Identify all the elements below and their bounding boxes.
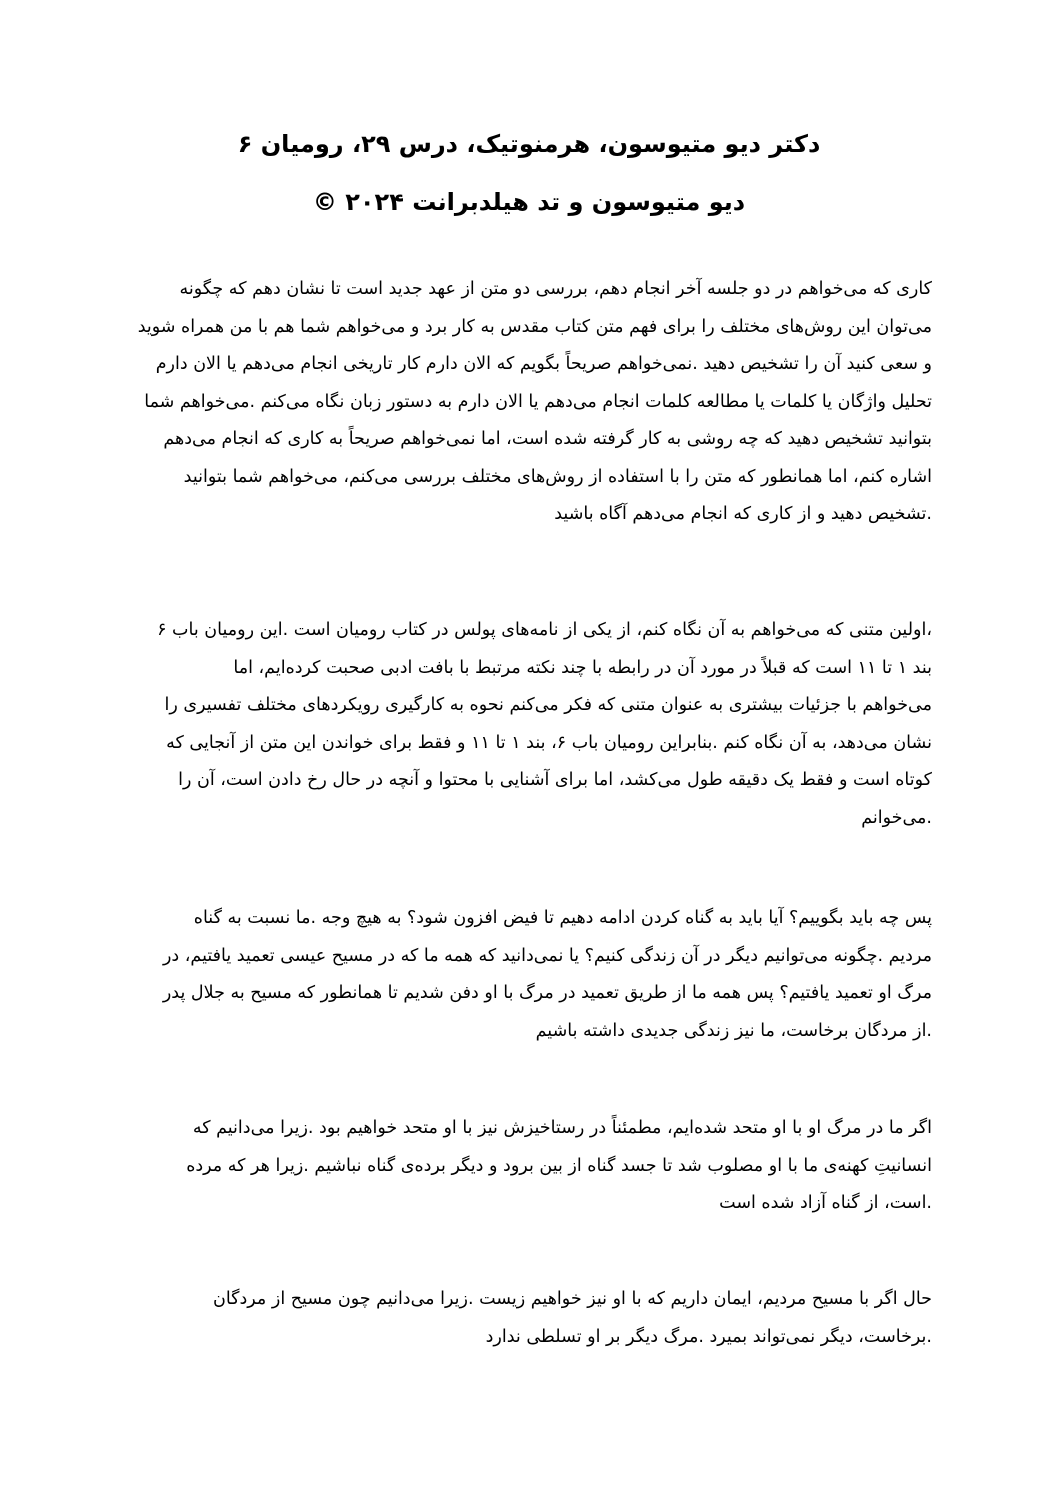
- copyright-line: دیو متیوسون و تد هیلدبرانت ۲۰۲۴ ©: [312, 188, 746, 216]
- text-line: .است، از گناه آزاد شده است: [719, 1193, 932, 1213]
- text-line: .می‌خوانم: [861, 807, 932, 828]
- text-line: حال اگر با مسیح مردیم، ایمان داریم که با او نیز خواهیم زیست .زیرا می‌دانیم چون مسیح از مردگان: [212, 1289, 932, 1309]
- text-line: پس چه باید بگوییم؟ آیا باید به گناه کردن ادامه دهیم تا فیض افزون شود؟ به هیچ وجه .ما نسبت به گناه: [193, 908, 932, 928]
- paragraph-scripture-1: [126, 900, 932, 1050]
- text-line: اگر ما در مرگ او با او متحد شده‌ایم، مطمئناً در رستاخیزش نیز با او متحد خواهیم بود .زیرا می‌دانیم که: [192, 1118, 932, 1138]
- text-line: نشان می‌دهد، به آن نگاه کنم .بنابراین رومیان باب ۶، بند ۱ تا ۱۱ و فقط برای خواندن این متن از آنجایی که: [166, 732, 932, 753]
- paragraph-scripture-3: [126, 1281, 932, 1356]
- text-line: انسانیتِ کهنه‌ی ما با او مصلوب شد تا جسد گناه از بین برود و دیگر برده‌ی گناه نباشیم .زیرا هر که مرده: [186, 1155, 932, 1176]
- text-line: .برخاست، دیگر نمی‌تواند بمیرد .مرگ دیگر بر او تسلطی ندارد: [485, 1326, 932, 1347]
- text-line: مردیم .چگونه می‌توانیم دیگر در آن زندگی کنیم؟ یا نمی‌دانید که همه ما که در مسیح عیسی تعمید یافتیم، در: [162, 945, 932, 966]
- text-line: مرگ او تعمید یافتیم؟ پس همه ما از طریق تعمید در مرگ با او دفن شدیم تا همانطور که مسیح به جلال پدر: [162, 983, 932, 1003]
- paragraph-intro: [126, 271, 932, 534]
- text-line: ،اولین متنی که می‌خواهم به آن نگاه کنم، از یکی از نامه‌های پولس در کتاب رومیان است .این رومیان باب ۶: [157, 620, 932, 640]
- text-line: تحلیل واژگان یا کلمات یا مطالعه کلمات انجام می‌دهم یا الان دارم به دستور زبان نگاه می‌کنم .می‌خواهم شما: [144, 391, 932, 412]
- text-line: می‌توان این روش‌های مختلف را برای فهم متن کتاب مقدس به کار برد و می‌خواهم شما هم با من همراه شوید: [137, 316, 932, 337]
- text-line: کاری که می‌خواهم در دو جلسه آخر انجام دهم، بررسی دو متن از عهد جدید است تا نشان دهم که چگونه: [179, 279, 932, 299]
- text-line: و سعی کنید آن را تشخیص دهید .نمی‌خواهم صریحاً بگویم که الان دارم کار تاریخی انجام می‌دهم یا الان دارم: [155, 354, 932, 374]
- text-line: بتوانید تشخیص دهید که چه روشی به کار گرفته شده است، اما نمی‌خواهم صریحاً به کاری که انجام می‌دهم: [163, 429, 932, 449]
- text-line: بند ۱ تا ۱۱ است که قبلاً در مورد آن در رابطه با چند نکته مرتبط با بافت ادبی صحبت کرده‌ایم، اما: [233, 657, 932, 678]
- text-line: اشاره کنم، اما همانطور که متن را با استفاده از روش‌های مختلف بررسی می‌کنم، می‌خواهم شما بتوانید: [183, 466, 932, 487]
- text-line: می‌خواهم با جزئیات بیشتری به عنوان متنی که فکر می‌کنم نحوه به کارگیری رویکردهای مختلف تفسیری را: [164, 695, 932, 715]
- paragraph-scripture-2: [126, 1110, 932, 1223]
- text-line: .تشخیص دهید و از کاری که انجام می‌دهم آگاه باشید: [554, 504, 932, 524]
- text-line: .از مردگان برخاست، ما نیز زندگی جدیدی داشته باشیم: [535, 1020, 932, 1041]
- paragraph-romans-intro: [126, 612, 932, 837]
- text-line: کوتاه است و فقط یک دقیقه طول می‌کشد، اما برای آشنایی با محتوا و آنچه در حال رخ دادن است، آن را: [178, 770, 932, 790]
- document-title: دکتر دیو متیوسون، هرمنوتیک، درس ۲۹، رومیان ۶: [237, 130, 821, 158]
